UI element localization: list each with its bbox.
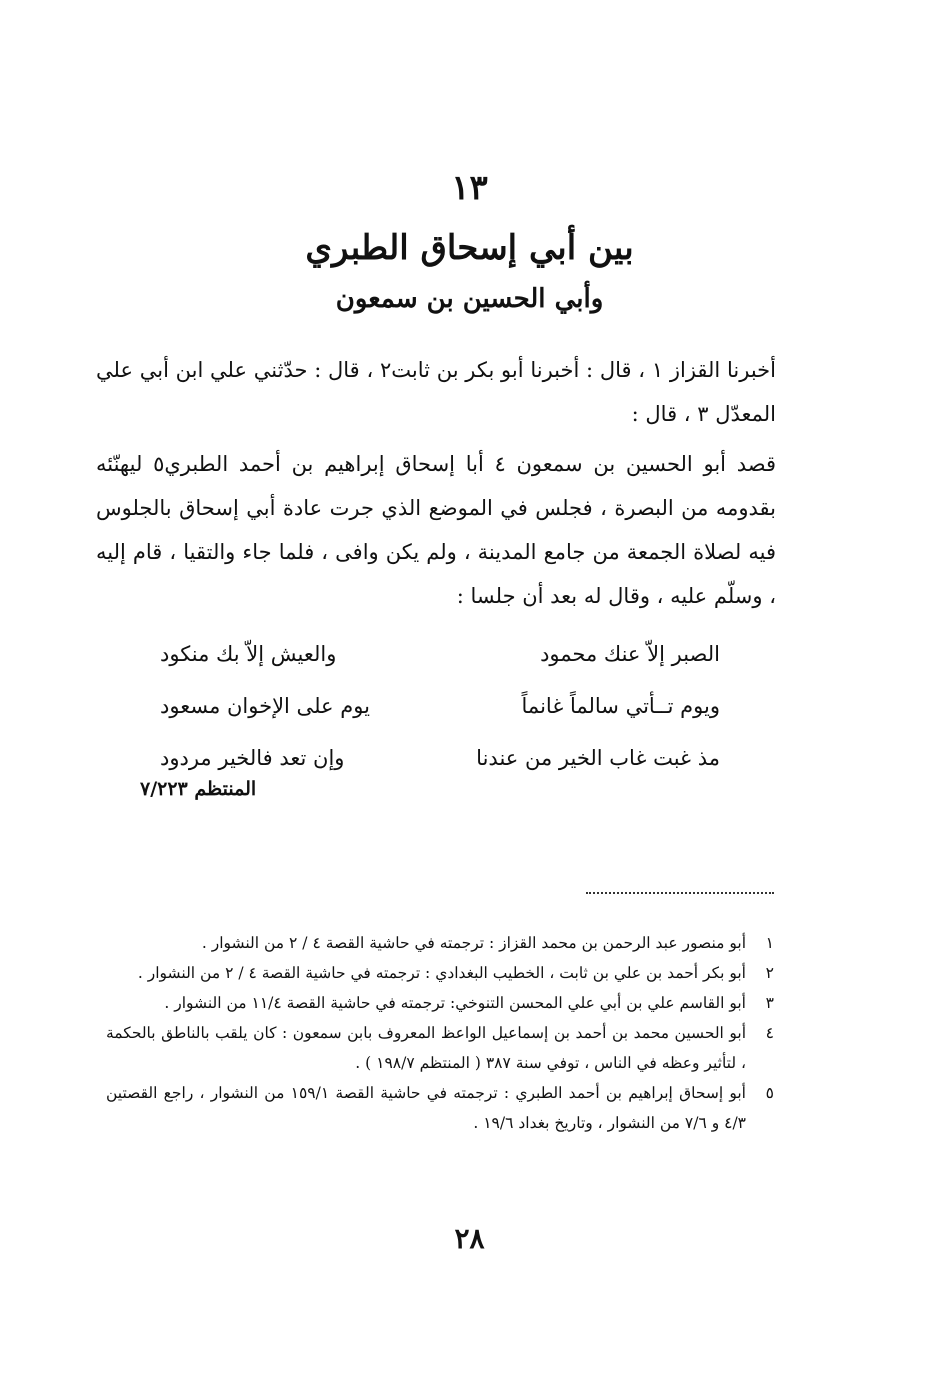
verse-second-hemistich: يوم على الإخوان مسعود — [160, 694, 370, 718]
footnotes — [106, 928, 774, 1138]
footnote-text: أبو القاسم علي بن أبي علي المحسن التنوخي: ترجمته في حاشية القصة ١١/٤ من النشوار . — [164, 994, 746, 1012]
footnote-number: ١ — [765, 934, 774, 952]
footnote-text: أبو بكر أحمد بن علي بن ثابت ، الخطيب البغدادي : ترجمته في حاشية القصة ٤ / ٢ من النشوار . — [137, 964, 746, 982]
footnote-number: ٢ — [765, 964, 774, 982]
story-title: بين أبي إسحاق الطبري — [305, 228, 634, 268]
footnote-number: ٣ — [765, 994, 774, 1012]
story-subtitle: وأبي الحسين بن سمعون — [335, 284, 604, 314]
footnote-number: ٥ — [765, 1084, 774, 1102]
poem-verse — [160, 628, 720, 680]
poem-verse — [160, 680, 720, 732]
verse-first-hemistich: ويوم تــأتي سالماً غانماً — [521, 694, 720, 718]
footnote-text: أبو الحسين محمد بن أحمد بن إسماعيل الواعظ المعروف بابن سمعون : كان يلقب بالناطق بالحكمة ، لتأثير وعظه في الناس ، توفي سنة ٣٨٧ ( المنتظم ١٩٨/٧ ) . — [106, 1024, 746, 1072]
page-number: ٢٨ — [454, 1222, 485, 1255]
verse-first-hemistich: الصبر إلاّ عنك محمود — [540, 642, 720, 666]
source-citation: المنتظم ٧/٢٢٣ — [140, 778, 257, 800]
narrative-paragraph: قصد أبو الحسين بن سمعون ٤ أبا إسحاق إبراهيم بن أحمد الطبري٥ ليهنّئه بقدومه من البصرة ، فجلس في الموضع الذي جرت عادة أبي إسحاق بالجلوس فيه لصلاة الجمعة من جامع المدينة ، ولم يكن وافى ، فلما جاء والتقيا ، قام إليه ، وسلّم عليه ، وقال له بعد أن جلسا : — [96, 452, 776, 608]
footnote — [106, 1078, 774, 1138]
isnad-paragraph: أخبرنا القزاز ١ ، قال : أخبرنا أبو بكر بن ثابت٢ ، قال : حدّثني علي ابن أبي علي المعدّل ٣ ، قال : — [96, 358, 776, 426]
poem — [160, 628, 720, 784]
footnote-number: ٤ — [765, 1024, 774, 1042]
story-body — [96, 348, 776, 618]
footnote — [106, 1018, 774, 1078]
verse-second-hemistich: والعيش إلاّ بك منكود — [160, 642, 337, 666]
verse-first-hemistich: مذ غبت غاب الخير من عندنا — [476, 746, 720, 770]
story-number: ١٣ — [451, 168, 488, 208]
poem-verse — [160, 732, 720, 784]
footnote-divider — [586, 892, 774, 894]
footnote-text: أبو منصور عبد الرحمن بن محمد القزاز : ترجمته في حاشية القصة ٤ / ٢ من النشوار . — [201, 934, 746, 952]
footnote — [106, 988, 774, 1018]
footnote — [106, 958, 774, 988]
verse-second-hemistich: وإن تعد فالخير مردود — [160, 746, 345, 770]
footnote — [106, 928, 774, 958]
footnote-text: أبو إسحاق إبراهيم بن أحمد الطبري : ترجمته في حاشية القصة ١٥٩/١ من النشوار ، راجع القصتين ٤/٣ و ٧/٦ من النشوار ، وتاريخ بغداد ١٩/٦ . — [106, 1084, 746, 1132]
